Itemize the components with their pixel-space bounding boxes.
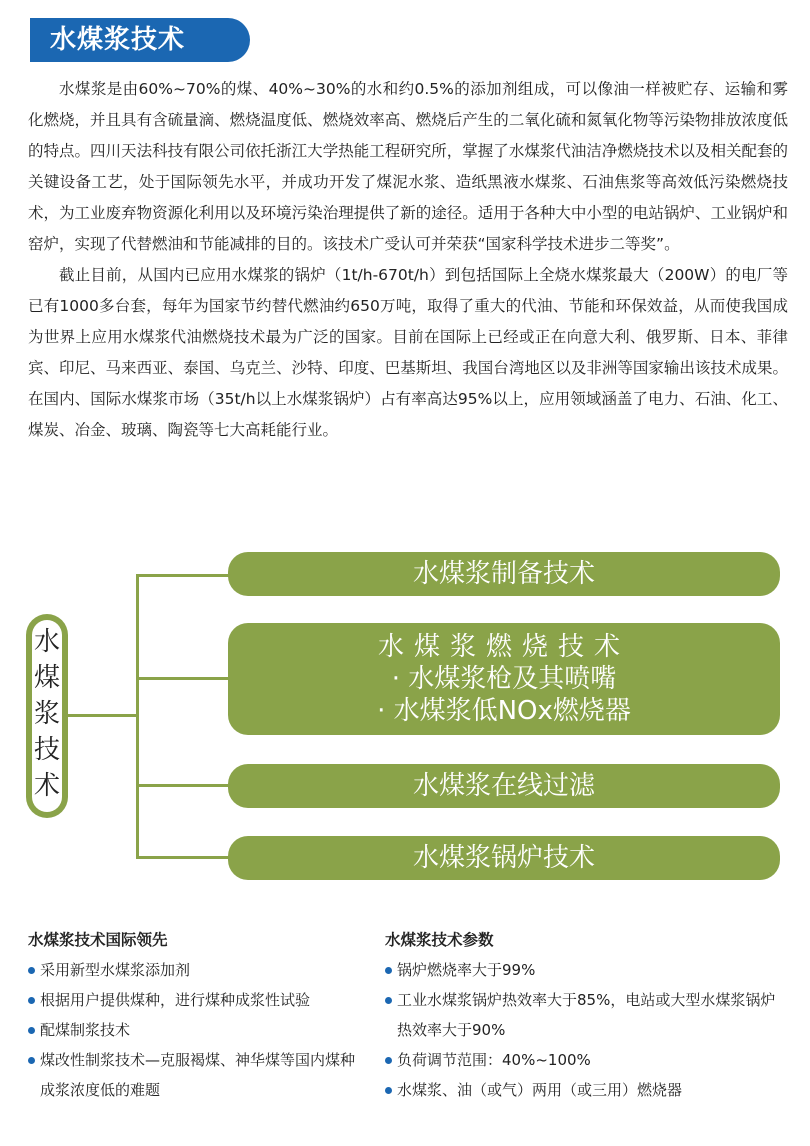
technology-diagram bbox=[0, 540, 810, 890]
bullet-icon bbox=[385, 967, 392, 974]
bullet-icon bbox=[28, 1057, 35, 1064]
bullet-icon bbox=[385, 997, 392, 1004]
diagram-root-label bbox=[32, 620, 62, 812]
list-item bbox=[385, 985, 790, 1045]
list-item bbox=[28, 955, 358, 985]
connector-vertical bbox=[136, 574, 139, 858]
bullet-icon bbox=[385, 1087, 392, 1094]
branch-filtration-label: 水煤浆在线过滤 bbox=[412, 771, 595, 801]
branch-combustion-title: 水煤浆燃烧技术 bbox=[377, 632, 630, 662]
connector-branch-2 bbox=[136, 677, 230, 680]
diagram-root-box bbox=[26, 614, 68, 818]
list-item-text: 根据用户提供煤种，进行煤种成浆性试验 bbox=[40, 991, 311, 1009]
intro-text bbox=[28, 74, 788, 446]
branch-combustion-item: · 水煤浆枪及其喷嘴 bbox=[391, 664, 617, 694]
parameters-section bbox=[385, 925, 790, 1105]
list-item bbox=[385, 1075, 790, 1105]
parameters-list bbox=[385, 955, 790, 1105]
branch-filtration bbox=[228, 764, 780, 808]
connector-root-horizontal bbox=[68, 714, 138, 717]
bullet-icon bbox=[28, 1027, 35, 1034]
connector-branch-1 bbox=[136, 574, 230, 577]
list-item bbox=[28, 985, 358, 1015]
branch-combustion-item: · 水煤浆低NOx燃烧器 bbox=[377, 696, 631, 726]
list-item-text: 锅炉燃烧率大于99% bbox=[397, 961, 536, 979]
intro-paragraph-1: 水煤浆是由60%~70%的煤、40%~30%的水和约0.5%的添加剂组成，可以像油一样被贮存、运输和雾化燃烧，并且具有含硫量滴、燃烧温度低、燃烧效率高、燃烧后产生的二氧化硫和氮氧化物等污染物排放浓度低的特点。四川天法科技有限公司依托浙江大学热能工程研究所，掌握了水煤浆代油洁净燃烧技术以及相关配套的关键设备工艺，处于国际领先水平，并成功开发了煤泥水浆、造纸黑液水煤浆、石油焦浆等高效低污染燃烧技术，为工业废弃物资源化利用以及环境污染治理提供了新的途径。适用于各种大中小型的电站锅炉、工业锅炉和窑炉，实现了代替燃油和节能减排的目的。该技术广受认可并荣获“国家科学技术进步二等奖”。 bbox=[28, 80, 788, 253]
bullet-icon bbox=[28, 967, 35, 974]
parameters-section-heading: 水煤浆技术参数 bbox=[385, 931, 494, 949]
leading-section-heading: 水煤浆技术国际领先 bbox=[28, 931, 168, 949]
leading-list bbox=[28, 955, 358, 1105]
list-item bbox=[385, 955, 790, 985]
list-item-text: 水煤浆、油（或气）两用（或三用）燃烧器 bbox=[397, 1081, 683, 1099]
bullet-icon bbox=[28, 997, 35, 1004]
list-item-text: 采用新型水煤浆添加剂 bbox=[40, 961, 191, 979]
list-item bbox=[385, 1045, 790, 1075]
root-char: 术 bbox=[33, 771, 60, 801]
list-item-text: 煤改性制浆技术—克服褐煤、神华煤等国内煤种成浆浓度低的难题 bbox=[40, 1051, 356, 1099]
root-char: 水 bbox=[33, 627, 60, 657]
page-title: 水煤浆技术 bbox=[30, 18, 250, 62]
branch-preparation bbox=[228, 552, 780, 596]
connector-branch-3 bbox=[136, 784, 230, 787]
root-char: 煤 bbox=[33, 663, 60, 693]
intro-paragraph-2: 截止目前，从国内已应用水煤浆的锅炉（1t/h-670t/h）到包括国际上全烧水煤浆最大（200W）的电厂等已有1000多台套，每年为国家节约替代燃油约650万吨，取得了重大的代油、节能和环保效益，从而使我国成为世界上应用水煤浆代油燃烧技术最为广泛的国家。目前在国际上已经或正在向意大利、俄罗斯、日本、菲律宾、印尼、马来西亚、泰国、乌克兰、沙特、印度、巴基斯坦、我国台湾地区以及非洲等国家输出该技术成果。在国内、国际水煤浆市场（35t/h以上水煤浆锅炉）占有率高达95%以上，应用领域涵盖了电力、石油、化工、煤炭、冶金、玻璃、陶瓷等七大高耗能行业。 bbox=[28, 266, 788, 439]
branch-boiler-label: 水煤浆锅炉技术 bbox=[412, 843, 595, 873]
bullet-icon bbox=[385, 1057, 392, 1064]
branch-preparation-label: 水煤浆制备技术 bbox=[412, 559, 595, 589]
list-item bbox=[28, 1015, 358, 1045]
list-item bbox=[28, 1045, 358, 1105]
branch-combustion bbox=[228, 623, 780, 735]
list-item-text: 负荷调节范围：40%~100% bbox=[397, 1051, 591, 1069]
branch-boiler bbox=[228, 836, 780, 880]
root-char: 浆 bbox=[33, 699, 60, 729]
list-item-text: 工业水煤浆锅炉热效率大于85%，电站或大型水煤浆锅炉热效率大于90% bbox=[397, 991, 776, 1039]
connector-branch-4 bbox=[136, 856, 230, 859]
root-char: 技 bbox=[33, 735, 60, 765]
list-item-text: 配煤制浆技术 bbox=[40, 1021, 131, 1039]
leading-section bbox=[28, 925, 358, 1105]
